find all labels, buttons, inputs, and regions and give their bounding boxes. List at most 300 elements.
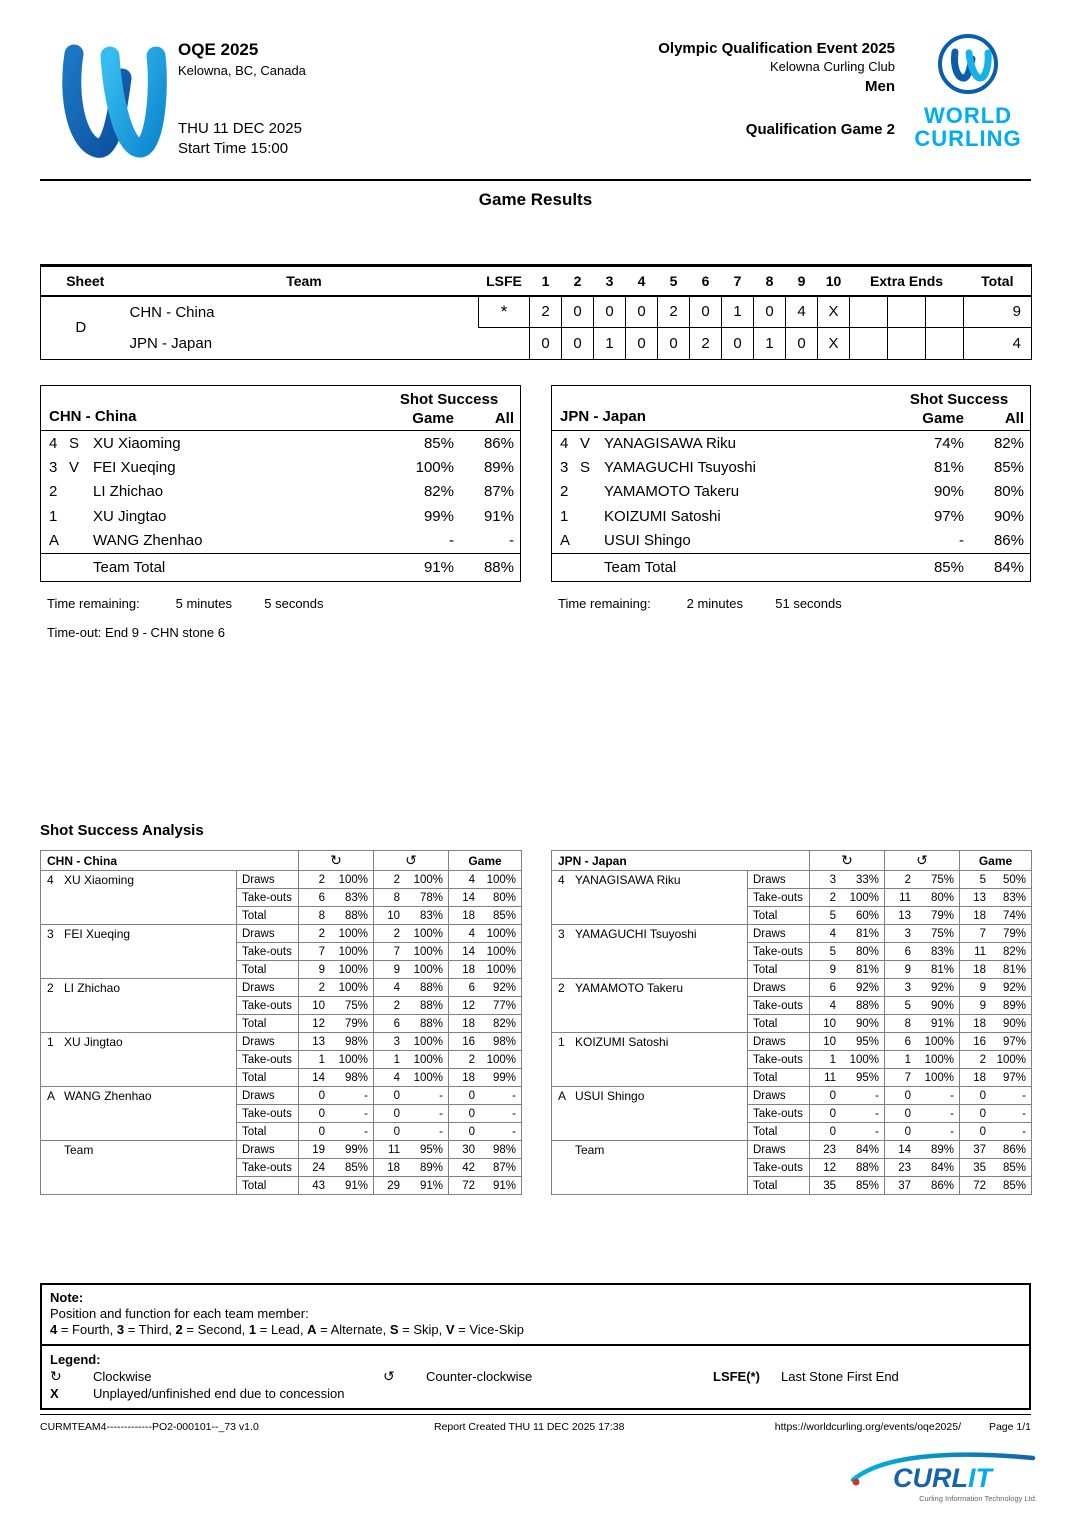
shot-count: 4 (829, 927, 837, 940)
player-all-percent: 85% (993, 459, 1024, 477)
logo-word-curling: CURLING (914, 126, 1022, 151)
shot-type-label: Take-outs (748, 997, 810, 1015)
analysis-row (41, 979, 522, 997)
analysis-player-position: 3 (558, 927, 565, 941)
shot-stat-cell (449, 1177, 522, 1195)
shot-count: 1 (829, 1053, 837, 1066)
team-total-all: 88% (483, 558, 514, 576)
note-positions-line (50, 1322, 1021, 1338)
analysis-body-0 (41, 871, 522, 1195)
team-total-label: Team Total (93, 558, 166, 576)
shot-stat-cell (810, 1105, 885, 1123)
shot-percent: 86% (930, 1179, 955, 1192)
player-row (41, 431, 520, 455)
team-total-game: 91% (423, 558, 454, 576)
shot-percent: 100% (413, 873, 443, 886)
analysis-player-cell (41, 1087, 237, 1141)
shot-stat-cell (374, 871, 449, 889)
shot-stat-cell (299, 1051, 374, 1069)
shot-stat-cell (374, 1051, 449, 1069)
scoreboard-header-row (41, 266, 1032, 296)
shot-percent: 99% (492, 1071, 516, 1084)
stat-table-header (552, 386, 1030, 431)
shot-stat-cell (960, 1033, 1032, 1051)
shot-percent: 99% (344, 1143, 368, 1156)
shot-count: 0 (468, 1107, 475, 1120)
shot-stat-cell (960, 1087, 1032, 1105)
analysis-row (552, 925, 1032, 943)
shot-percent: - (364, 1125, 368, 1138)
shot-count: 6 (829, 981, 837, 994)
time-remaining-minutes: 5 minutes (175, 596, 232, 611)
shot-count: 4 (468, 927, 475, 940)
shot-count: 30 (462, 1143, 475, 1156)
event-location: Kelowna, BC, Canada (178, 63, 306, 78)
curlit-wordmark-curl: CURL (893, 1463, 968, 1492)
shot-percent: 91% (492, 1179, 516, 1192)
shot-percent: 82% (492, 1017, 516, 1030)
team-stats-table-jpn (551, 385, 1031, 582)
world-curling-circle-icon (936, 32, 1000, 96)
event-url: https://worldcurling.org/events/oqe2025/ (774, 1421, 961, 1433)
clockwise-icon: ↻ (50, 1368, 62, 1384)
shot-percent: 75% (344, 999, 368, 1012)
player-name: YAMAMOTO Takeru (604, 483, 740, 501)
player-name: KOIZUMI Satoshi (604, 507, 721, 525)
end-score-cell: 0 (626, 328, 658, 360)
shot-percent: 100% (486, 963, 516, 976)
shot-type-label: Total (237, 1069, 299, 1087)
shot-percent: - (1022, 1089, 1027, 1102)
shot-count: 0 (904, 1107, 912, 1120)
shot-percent: 100% (924, 1071, 955, 1084)
player-all-percent: 82% (993, 434, 1024, 452)
analysis-player-cell (41, 1141, 237, 1195)
shot-stat-cell (449, 1015, 522, 1033)
end-score-cell: 1 (594, 328, 626, 360)
col-team: Team (121, 266, 479, 296)
end-score-cell: 0 (626, 296, 658, 328)
shot-percent: 100% (996, 1053, 1027, 1066)
shot-count: 37 (973, 1143, 987, 1156)
lsfe-label: Last Stone First End (781, 1369, 899, 1384)
shot-stat-cell (810, 1033, 885, 1051)
clockwise-label: Clockwise (93, 1369, 152, 1384)
shot-count: 12 (462, 999, 475, 1012)
player-row (552, 480, 1030, 504)
note-position-text: = Vice-Skip (454, 1322, 525, 1337)
shot-count: 3 (904, 981, 912, 994)
x-key: X (50, 1386, 59, 1401)
shot-percent: - (950, 1125, 955, 1138)
shot-type-label: Draws (237, 1141, 299, 1159)
shot-percent: 100% (338, 981, 368, 994)
shot-percent: 83% (344, 891, 368, 904)
shot-count: 2 (393, 873, 400, 886)
shot-count: 0 (393, 1107, 400, 1120)
shot-count: 18 (462, 963, 475, 976)
shot-type-label: Total (748, 1123, 810, 1141)
analysis-player-name: YANAGISAWA Riku (575, 873, 681, 887)
analysis-row (41, 871, 522, 889)
shot-stat-cell (960, 961, 1032, 979)
shot-stat-cell (374, 943, 449, 961)
shot-success-label: Shot Success (909, 391, 1009, 408)
player-position: 3 (49, 459, 58, 477)
scoreboard-team-name: JPN - Japan (129, 334, 213, 352)
player-all-percent: 90% (993, 507, 1024, 525)
shot-count: 10 (823, 1035, 837, 1048)
shot-stat-cell (885, 1177, 960, 1195)
shot-stat-cell (810, 997, 885, 1015)
shot-stat-cell (374, 907, 449, 925)
shot-count: 0 (318, 1089, 325, 1102)
shot-percent: 86% (1002, 1143, 1027, 1156)
analysis-player-name: Team (64, 1143, 94, 1157)
shot-percent: - (950, 1089, 955, 1102)
lsfe-cell: * (479, 296, 530, 328)
shot-percent: 100% (413, 945, 443, 958)
shot-type-label: Draws (748, 1033, 810, 1051)
col-all: All (494, 410, 514, 427)
player-game-percent: 100% (415, 459, 454, 477)
analysis-header-row (552, 851, 1032, 871)
col-all: All (1004, 410, 1024, 427)
shot-stat-cell (299, 1033, 374, 1051)
end-score-cell: 0 (722, 328, 754, 360)
shot-stat-cell (374, 925, 449, 943)
analysis-row (552, 871, 1032, 889)
shot-stat-cell (374, 961, 449, 979)
shot-count: 2 (318, 927, 325, 940)
shot-count: 2 (829, 891, 837, 904)
player-row (41, 504, 520, 528)
svg-text:CURLIT (893, 1463, 995, 1492)
shot-percent: 80% (855, 945, 880, 958)
shot-stat-cell (449, 979, 522, 997)
shot-percent: - (512, 1125, 516, 1138)
player-all-percent: 87% (483, 483, 514, 501)
analysis-player-position: 2 (558, 981, 565, 995)
shot-percent: - (1022, 1107, 1027, 1120)
shot-percent: - (364, 1089, 368, 1102)
col-lsfe: LSFE (479, 266, 530, 296)
time-remaining-jpn (558, 596, 842, 611)
shot-percent: 97% (1002, 1035, 1027, 1048)
shot-percent: 90% (1002, 1017, 1027, 1030)
note-line: Position and function for each team member: (50, 1306, 309, 1321)
shot-percent: 77% (492, 999, 516, 1012)
shot-count: 14 (898, 1143, 912, 1156)
shot-stat-cell (449, 1033, 522, 1051)
end-score-cell: 2 (658, 296, 690, 328)
shot-count: 23 (898, 1161, 912, 1174)
shot-percent: 100% (338, 873, 368, 886)
shot-percent: 100% (413, 1053, 443, 1066)
shot-percent: 100% (924, 1035, 955, 1048)
shot-count: 10 (312, 999, 325, 1012)
shot-stat-cell (885, 925, 960, 943)
shot-count: 6 (318, 891, 325, 904)
shot-stat-cell (810, 1069, 885, 1087)
shot-type-label: Total (237, 1177, 299, 1195)
shot-count: 2 (318, 873, 325, 886)
report-code: CURMTEAM4-------------PO2-000101--_73 v1.0 (40, 1421, 259, 1433)
shot-count: 9 (979, 981, 987, 994)
event-full-title: Olympic Qualification Event 2025 (658, 40, 895, 57)
player-function: S (580, 459, 591, 477)
curlit-wordmark-it: IT (968, 1463, 992, 1492)
shot-stat-cell (299, 979, 374, 997)
curlit-logo (837, 1448, 1037, 1503)
team-total-game: 85% (933, 558, 964, 576)
shot-percent: 97% (1002, 1071, 1027, 1084)
shot-percent: 84% (930, 1161, 955, 1174)
player-row (41, 529, 520, 553)
shot-count: 6 (393, 1017, 400, 1030)
team-total-row (552, 553, 1030, 581)
shot-count: 29 (387, 1179, 400, 1192)
shot-stat-cell (449, 871, 522, 889)
game-label: Qualification Game 2 (745, 121, 895, 138)
shot-percent: - (950, 1107, 955, 1120)
analysis-player-cell (552, 1033, 748, 1087)
shot-count: 9 (393, 963, 400, 976)
shot-percent: 88% (419, 1017, 443, 1030)
shot-count: 2 (979, 1053, 987, 1066)
shot-percent: 81% (855, 963, 880, 976)
shot-count: 37 (898, 1179, 912, 1192)
stat-rows-1 (552, 431, 1030, 553)
page-number: Page 1/1 (988, 1421, 1031, 1433)
analysis-section-title: Shot Success Analysis (40, 822, 204, 839)
report-created: Report Created THU 11 DEC 2025 17:38 (434, 1421, 625, 1433)
sheet-letter: D (75, 319, 87, 337)
shot-percent: 85% (855, 1179, 880, 1192)
analysis-player-name: XU Jingtao (64, 1035, 123, 1049)
shot-type-label: Take-outs (748, 1051, 810, 1069)
shot-stat-cell (810, 943, 885, 961)
analysis-row (41, 1087, 522, 1105)
note-position-key: 3 (116, 1322, 125, 1337)
shot-count: 18 (462, 1017, 475, 1030)
shot-count: 3 (829, 873, 837, 886)
shot-percent: 100% (338, 927, 368, 940)
end-score-cell: 0 (530, 328, 562, 360)
shot-count: 0 (904, 1089, 912, 1102)
shot-percent: - (875, 1107, 880, 1120)
shot-stat-cell (374, 979, 449, 997)
team-total-row (41, 553, 520, 581)
shot-percent: - (512, 1089, 516, 1102)
col-end-10: 10 (818, 266, 850, 296)
shot-count: 0 (318, 1125, 325, 1138)
shot-percent: 85% (1002, 1179, 1027, 1192)
clockwise-icon: ↻ (299, 851, 374, 871)
shot-stat-cell (299, 925, 374, 943)
shot-percent: 91% (344, 1179, 368, 1192)
analysis-player-position: 1 (558, 1035, 565, 1049)
game-start-time: Start Time 15:00 (178, 140, 289, 157)
shot-stat-cell (299, 1159, 374, 1177)
player-position: A (560, 532, 571, 550)
shot-type-label: Draws (748, 1087, 810, 1105)
shot-stat-cell (810, 925, 885, 943)
analysis-row (41, 925, 522, 943)
shot-type-label: Take-outs (237, 1159, 299, 1177)
analysis-col-game: Game (449, 851, 522, 871)
analysis-row (41, 1141, 522, 1159)
report-footer (40, 1414, 1031, 1433)
analysis-player-cell (41, 1033, 237, 1087)
shot-stat-cell (374, 1087, 449, 1105)
time-remaining-chn (47, 596, 324, 611)
shot-percent: 89% (1002, 999, 1027, 1012)
player-all-percent: 91% (483, 507, 514, 525)
player-game-percent: 74% (933, 434, 964, 452)
shot-count: 18 (973, 963, 987, 976)
end-score-cell: 0 (658, 328, 690, 360)
shot-percent: 91% (419, 1179, 443, 1192)
shot-count: 0 (979, 1089, 987, 1102)
shot-count: 4 (468, 873, 475, 886)
shot-percent: 100% (849, 891, 880, 904)
analysis-player-name: LI Zhichao (64, 981, 121, 995)
analysis-player-position: 3 (47, 927, 54, 941)
shot-count: 9 (904, 963, 912, 976)
shot-stat-cell (810, 1123, 885, 1141)
game-datetime (178, 119, 302, 159)
shot-count: 13 (312, 1035, 325, 1048)
shot-percent: 79% (1002, 927, 1027, 940)
player-name: YANAGISAWA Riku (604, 434, 736, 452)
shot-stat-cell (449, 1087, 522, 1105)
col-end-2: 2 (562, 266, 594, 296)
player-function: S (69, 434, 80, 452)
extra-end-cell (850, 328, 888, 360)
shot-stat-cell (810, 907, 885, 925)
shot-count: 2 (468, 1053, 475, 1066)
shot-stat-cell (885, 907, 960, 925)
analysis-player-cell (552, 1141, 748, 1195)
end-score-cell: 0 (690, 296, 722, 328)
shot-count: 2 (904, 873, 912, 886)
shot-stat-cell (449, 1105, 522, 1123)
player-name: USUI Shingo (604, 532, 691, 550)
category-label: Men (865, 78, 895, 95)
shot-stat-cell (449, 1069, 522, 1087)
clockwise-icon: ↻ (810, 851, 885, 871)
shot-count: 7 (904, 1071, 912, 1084)
shot-stat-cell (885, 871, 960, 889)
player-game-percent: 99% (423, 507, 454, 525)
shot-stat-cell (299, 1177, 374, 1195)
shot-percent: 78% (419, 891, 443, 904)
player-row (552, 455, 1030, 479)
shot-type-label: Draws (748, 979, 810, 997)
shot-percent: 95% (855, 1071, 880, 1084)
player-position: A (49, 532, 60, 550)
shot-stat-cell (449, 943, 522, 961)
shot-percent: 85% (1002, 1161, 1027, 1174)
lsfe-cell (479, 328, 530, 360)
shot-count: 3 (904, 927, 912, 940)
analysis-player-cell (41, 871, 237, 925)
shot-stat-cell (885, 1033, 960, 1051)
shot-count: 42 (462, 1161, 475, 1174)
shot-count: 6 (904, 1035, 912, 1048)
analysis-row (552, 1141, 1032, 1159)
legend-row-2 (50, 1385, 1021, 1402)
total-score-cell: 4 (964, 328, 1032, 360)
shot-count: 1 (318, 1053, 325, 1066)
shot-count: 0 (393, 1089, 400, 1102)
shot-percent: 92% (1002, 981, 1027, 994)
shot-stat-cell (885, 1051, 960, 1069)
shot-percent: 100% (413, 1071, 443, 1084)
shot-percent: 81% (930, 963, 955, 976)
world-curling-logo (901, 32, 1035, 150)
shot-stat-cell (810, 871, 885, 889)
shot-percent: 92% (492, 981, 516, 994)
shot-percent: 80% (492, 891, 516, 904)
end-score-cell: 0 (562, 296, 594, 328)
player-game-percent: 90% (933, 483, 964, 501)
shot-percent: 79% (930, 909, 955, 922)
team-total-all: 84% (993, 558, 1024, 576)
player-name: WANG Zhenhao (93, 532, 203, 550)
analysis-player-position: A (47, 1089, 56, 1103)
world-curling-wordmark (901, 104, 1035, 150)
shot-percent: 100% (486, 945, 516, 958)
shot-count: 2 (393, 927, 400, 940)
shot-stat-cell (374, 1159, 449, 1177)
shot-count: 1 (904, 1053, 912, 1066)
shot-stat-cell (449, 997, 522, 1015)
col-game: Game (412, 410, 454, 427)
shot-stat-cell (960, 1177, 1032, 1195)
scoreboard-body (41, 296, 1032, 360)
shot-count: 14 (462, 891, 475, 904)
shot-count: 13 (898, 909, 912, 922)
shot-type-label: Draws (237, 925, 299, 943)
shot-type-label: Total (237, 907, 299, 925)
shot-count: 12 (823, 1161, 837, 1174)
shot-percent: 91% (930, 1017, 955, 1030)
analysis-player-cell (552, 1087, 748, 1141)
shot-stat-cell (960, 1159, 1032, 1177)
player-name: LI Zhichao (93, 483, 164, 501)
shot-count: 0 (468, 1089, 475, 1102)
shot-stat-cell (960, 889, 1032, 907)
time-remaining-seconds: 51 seconds (775, 596, 842, 611)
shot-count: 16 (973, 1035, 987, 1048)
shot-stat-cell (449, 925, 522, 943)
shot-stat-cell (299, 1105, 374, 1123)
legend-row-1 (50, 1368, 1021, 1385)
shot-stat-cell (885, 961, 960, 979)
shot-percent: - (875, 1089, 880, 1102)
legend-box (40, 1344, 1031, 1410)
col-end-8: 8 (754, 266, 786, 296)
end-score-cell: 1 (754, 328, 786, 360)
shot-stat-cell (374, 997, 449, 1015)
shot-count: 11 (899, 891, 912, 904)
note-position-key: A (307, 1322, 317, 1337)
shot-percent: 83% (930, 945, 955, 958)
shot-stat-cell (960, 1069, 1032, 1087)
game-date: THU 11 DEC 2025 (178, 120, 302, 137)
